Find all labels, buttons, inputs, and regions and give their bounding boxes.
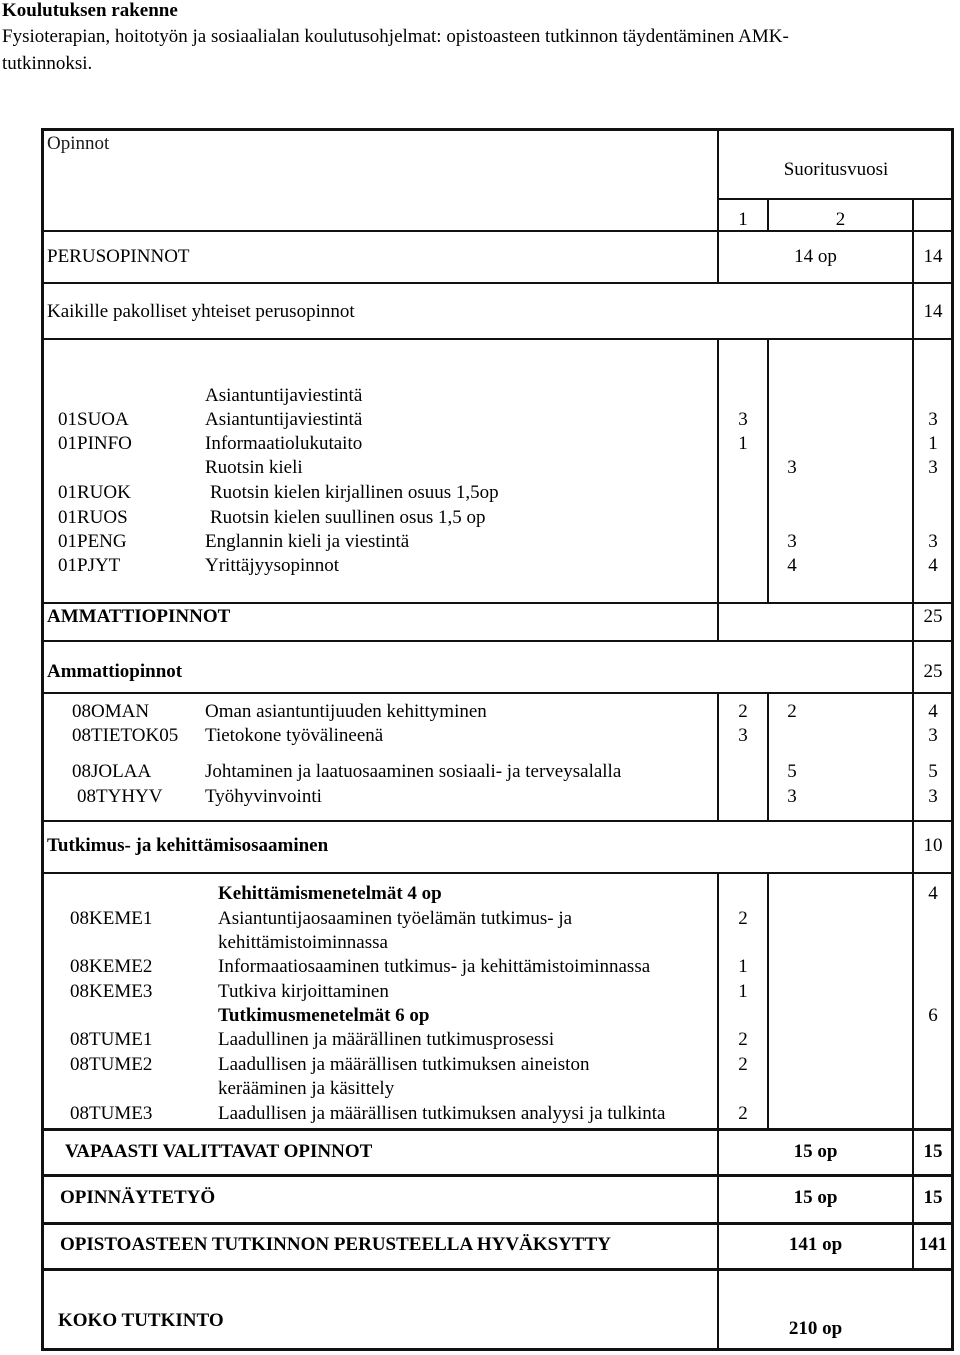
course-code: 01PINFO (58, 433, 132, 454)
year-2-credits: 3 (787, 457, 797, 478)
year-2-credits: 4 (787, 555, 797, 576)
course-name: Laadullisen ja määrällisen tutkimuksen analyysi ja tulkinta (218, 1103, 666, 1124)
tutkimus-total: 10 (923, 835, 943, 856)
course-code: 01PENG (58, 531, 127, 552)
divider (912, 198, 914, 230)
course-name: Laadullinen ja määrällinen tutkimusprosessi (218, 1029, 555, 1050)
course-code: 08TUME1 (70, 1029, 153, 1050)
divider (41, 230, 954, 232)
course-code: 08JOLAA (72, 761, 152, 782)
divider (41, 338, 954, 340)
divider (41, 820, 954, 822)
course-code: 08TUME3 (70, 1103, 153, 1124)
opinnaytetyo-op: 15 op (793, 1187, 838, 1208)
divider (41, 1174, 954, 1177)
perusopinnot-label: PERUSOPINNOT (47, 246, 190, 267)
divider (41, 640, 954, 642)
divider (41, 1268, 954, 1271)
divider (41, 282, 954, 284)
ammattiopinnot-upper-label: AMMATTIOPINNOT (47, 606, 231, 627)
page-subtitle: Fysioterapian, hoitotyön ja sosiaalialan koulutusohjelmat: opistoasteen tutkinnon täydentäminen AMK- (2, 26, 789, 47)
course-code: 01SUOA (58, 409, 129, 430)
year-2-credits: 3 (787, 531, 797, 552)
total-credits: 1 (928, 433, 938, 454)
tutkimusmenetelmat-heading: Tutkimusmenetelmät 6 op (218, 1005, 430, 1026)
course-code: 08KEME1 (70, 908, 153, 929)
course-name: Asiantuntijaosaaminen työelämän tutkimus- ja (218, 908, 573, 929)
opinnaytetyo-total: 15 (923, 1187, 943, 1208)
koko-op: 210 op (788, 1318, 843, 1339)
suoritusvuosi-header: Suoritusvuosi (783, 159, 889, 180)
total-credits: 3 (928, 725, 938, 746)
year-2-credits: 5 (787, 761, 797, 782)
course-name: Oman asiantuntijuuden kehittyminen (205, 701, 487, 722)
year-1-credits: 1 (738, 956, 748, 977)
vapaasti-label: VAPAASTI VALITTAVAT OPINNOT (65, 1141, 373, 1162)
opinnaytetyo-label: OPINNÄYTETYÖ (60, 1187, 216, 1208)
page-title: Koulutuksen rakenne (2, 0, 178, 21)
total-credits: 5 (928, 761, 938, 782)
course-name: Ruotsin kieli (205, 457, 303, 478)
course-code: 08TUME2 (70, 1054, 153, 1075)
ammattiopinnot-total: 25 (923, 661, 943, 682)
course-code: 08OMAN (72, 701, 150, 722)
divider (912, 872, 914, 1128)
course-name: Tutkiva kirjoittaminen (218, 981, 389, 1002)
course-name: Tietokone työvälineenä (205, 725, 384, 746)
page-subtitle-continuation: tutkinnoksi. (2, 53, 93, 74)
year-1-credits: 2 (738, 1029, 748, 1050)
year-2-header: 2 (835, 209, 846, 230)
divider (717, 198, 954, 200)
course-code: 01RUOK (58, 482, 131, 503)
opistoaste-op: 141 op (788, 1234, 843, 1255)
divider (41, 1222, 954, 1225)
divider (41, 692, 954, 694)
total-credits: 4 (928, 555, 938, 576)
year-1-credits: 2 (738, 701, 748, 722)
kehittamis-heading: Kehittämismenetelmät 4 op (218, 883, 442, 904)
opistoaste-label: OPISTOASTEEN TUTKINNON PERUSTEELLA HYVÄKSYTTY (60, 1234, 611, 1255)
course-code: 01RUOS (58, 507, 128, 528)
year-1-credits: 1 (738, 981, 748, 1002)
year-1-credits: 2 (738, 1103, 748, 1124)
course-code: 01PJYT (58, 555, 121, 576)
course-name: Asiantuntijaviestintä (205, 409, 363, 430)
course-code: 08KEME2 (70, 956, 153, 977)
course-code: 08TIETOK05 (72, 725, 179, 746)
total-credits: 3 (928, 531, 938, 552)
ammattiopinnot-label: Ammattiopinnot (47, 661, 183, 682)
course-name: Informaatiolukutaito (205, 433, 363, 454)
divider (717, 338, 719, 602)
perusopinnot-total: 14 (923, 246, 943, 267)
koko-label: KOKO TUTKINTO (58, 1310, 224, 1331)
year-1-credits: 1 (738, 433, 748, 454)
year-1-credits: 2 (738, 908, 748, 929)
year-1-credits: 3 (738, 409, 748, 430)
course-name: Informaatiosaaminen tutkimus- ja kehittämistoiminnassa (218, 956, 651, 977)
course-name: Laadullisen ja määrällisen tutkimuksen aineiston (218, 1054, 590, 1075)
opinnot-header: Opinnot (47, 133, 110, 154)
divider (41, 602, 954, 604)
tutkimus-label: Tutkimus- ja kehittämisosaaminen (47, 835, 329, 856)
divider (41, 872, 954, 874)
course-code: 08KEME3 (70, 981, 153, 1002)
course-name-continuation: kehittämistoiminnassa (218, 932, 388, 953)
yhteiset-label: Kaikille pakolliset yhteiset perusopinnot (47, 301, 355, 322)
divider (767, 872, 769, 1128)
vapaasti-total: 15 (923, 1141, 943, 1162)
course-name: Ruotsin kielen suullinen osus 1,5 op (210, 507, 486, 528)
course-name: Ruotsin kielen kirjallinen osuus 1,5op (210, 482, 499, 503)
year-1-credits: 3 (738, 725, 748, 746)
course-name: Yrittäjyysopinnot (205, 555, 340, 576)
year-2-credits: 2 (787, 701, 797, 722)
course-name-continuation: kerääminen ja käsittely (218, 1078, 395, 1099)
course-name: Englannin kieli ja viestintä (205, 531, 410, 552)
year-2-credits: 3 (787, 786, 797, 807)
course-name: Työhyvinvointi (205, 786, 322, 807)
total-credits: 3 (928, 457, 938, 478)
divider (41, 1128, 954, 1131)
ammattiopinnot-upper-total: 25 (923, 606, 943, 627)
opistoaste-total: 141 (918, 1234, 948, 1255)
perus-group-heading: Asiantuntijaviestintä (205, 385, 363, 406)
divider (717, 602, 719, 640)
course-code: 08TYHYV (77, 786, 163, 807)
total-credits: 3 (928, 409, 938, 430)
vapaasti-op: 15 op (793, 1141, 838, 1162)
perusopinnot-op: 14 op (794, 246, 837, 267)
total-credits: 3 (928, 786, 938, 807)
year-1-credits: 2 (738, 1054, 748, 1075)
course-name: Johtaminen ja laatuosaaminen sosiaali- ja terveysalalla (205, 761, 622, 782)
kehittamis-total: 4 (928, 883, 938, 904)
year-1-header: 1 (738, 209, 748, 230)
yhteiset-total: 14 (923, 301, 943, 322)
tutkimusmenetelmat-total: 6 (928, 1005, 938, 1026)
total-credits: 4 (928, 701, 938, 722)
